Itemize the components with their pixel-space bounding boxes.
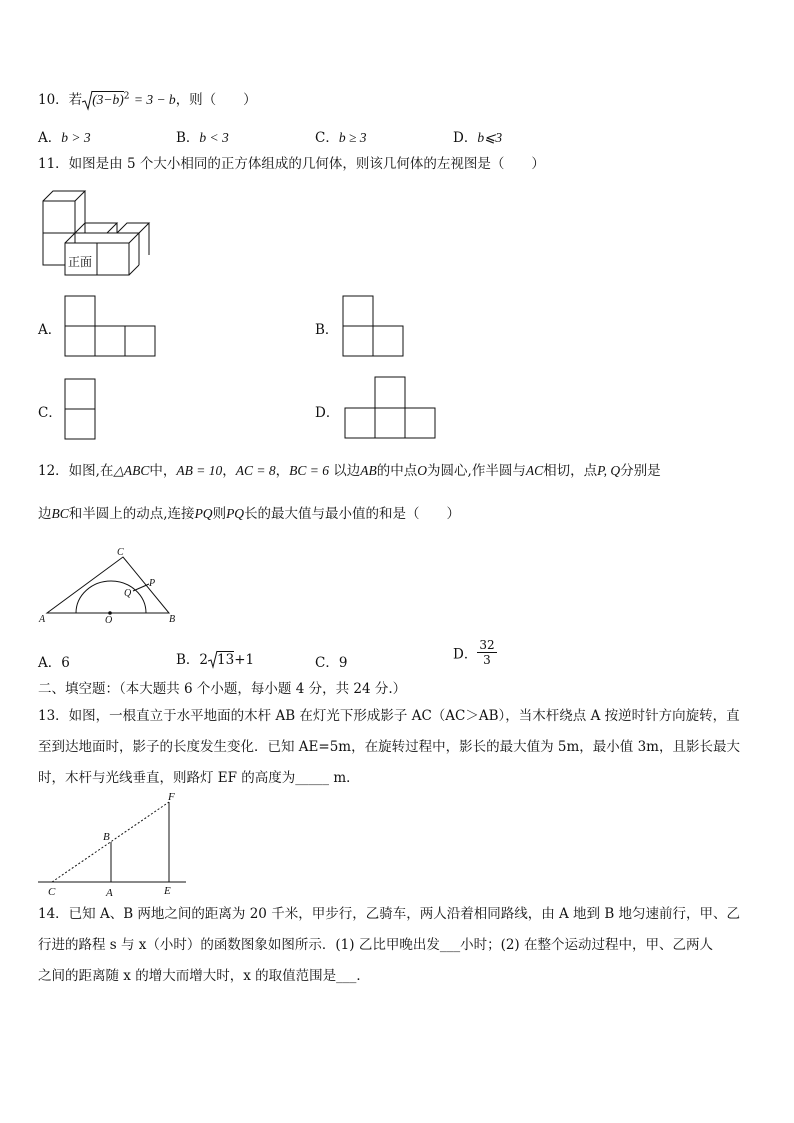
option-label: B． (176, 652, 200, 668)
fig-label-q: Q (124, 588, 132, 599)
fig-label-a: A (39, 614, 46, 625)
fraction-denominator: 3 (483, 653, 491, 667)
q11-option-a-label[interactable]: A． (38, 322, 62, 338)
q12-triangle-figure (38, 545, 183, 625)
q12-line1 (38, 464, 661, 479)
fig-label-e: E (164, 885, 171, 897)
option-label: C． (315, 130, 339, 146)
option-radicand: 13 (217, 652, 235, 668)
text-run: 长的最大值与最小值的和是（ ） (244, 506, 461, 522)
fig-label-f: F (168, 791, 175, 803)
option-value: 9 (338, 655, 348, 671)
math-run: P, Q (597, 463, 621, 478)
text-run: 为圆心,作半圆与 (427, 463, 526, 479)
option-label: A． (38, 655, 62, 671)
q11-option-d-label[interactable]: D． (315, 405, 340, 421)
option-math: b⩽3 (477, 130, 503, 145)
text-run: 边 (38, 506, 52, 522)
q10-expr-exp: 2 (123, 91, 130, 102)
option-math: b > 3 (61, 130, 91, 145)
text-run: 12．如图,在 (38, 463, 114, 479)
q13-line3: 时，木杆与光线垂直，则路灯 EF 的高度为_____ m． (38, 770, 360, 786)
q11-option-c-label[interactable]: C． (38, 405, 62, 421)
text-run: 以边 (333, 463, 361, 479)
math-run: AB (360, 463, 377, 478)
option-label: D． (453, 646, 478, 663)
math-run: PQ (226, 506, 245, 521)
math-run: AB = 10 (176, 463, 223, 478)
math-run: BC = 6 (289, 463, 329, 478)
option-coef: 2 (199, 652, 209, 668)
math-run: AC (525, 463, 544, 478)
option-tail: +1 (234, 652, 255, 668)
option-label: A． (38, 130, 62, 146)
q10-option-a[interactable] (38, 126, 91, 146)
q11-option-a-view[interactable] (64, 295, 158, 357)
math-run: △ABC (113, 463, 150, 478)
text-run: ， (222, 463, 236, 479)
math-run: BC (51, 506, 69, 521)
q11-option-b-view[interactable] (342, 295, 406, 357)
option-label: B． (176, 130, 200, 146)
text-run: ， (275, 463, 290, 479)
q10-number: 10．若 (38, 92, 83, 108)
q12-line2 (38, 507, 460, 522)
option-fraction (477, 638, 496, 667)
q10-expr-inner: (3−b) (92, 92, 124, 107)
text-run: 分别是 (620, 463, 661, 479)
fig-label-c: C (117, 547, 124, 558)
fraction-numerator: 32 (479, 638, 495, 652)
q11-option-c-view[interactable] (64, 378, 98, 440)
q12-option-c[interactable] (315, 651, 347, 671)
q10-tail: ，则（ ） (175, 92, 257, 108)
option-math: b < 3 (199, 130, 229, 145)
q14-line3: 之间的距离随 x 的增大而增大时，x 的取值范围是___． (38, 968, 370, 984)
text-run: 和半圆上的动点,连接 (68, 506, 195, 522)
fig-label-o: O (105, 615, 113, 626)
q11-option-d-view[interactable] (342, 376, 438, 440)
q10-option-b[interactable] (176, 126, 229, 146)
fig-label-b: B (169, 614, 176, 625)
math-run: O (417, 463, 428, 478)
fig-label-c: C (48, 886, 56, 898)
q14-line2: 行进的路程 s 与 x（小时）的函数图象如图所示．(1) 乙比甲晚出发___小时；(2) 在整个运动过程中，甲、乙两人 (38, 937, 713, 953)
text-run: 则 (212, 506, 227, 522)
text-run: 中， (149, 463, 177, 479)
section-heading-fill-in: 二、填空题：（本大题共 6 个小题，每小题 4 分，共 24 分.） (38, 681, 407, 697)
q13-line2: 至到达地面时，影子的长度发生变化．已知 AE=5m，在旋转过程中，影长的最大值为 5m，最小值 3m，且影长最大 (38, 739, 740, 755)
q11-front-label: 正面 (68, 255, 93, 269)
q11-stem: 11．如图是由 5 个大小相同的正方体组成的几何体，则该几何体的左视图是（ ） (38, 156, 545, 172)
q13-lamp-figure (38, 790, 188, 900)
q13-line1: 13．如图，一根直立于水平地面的木杆 AB 在灯光下形成影子 AC（AC＞AB），当木杆绕点 A 按逆时针方向旋转，直 (38, 708, 740, 724)
sqrt-sign-icon (208, 650, 217, 668)
q10-stem (38, 90, 257, 110)
option-math: b ≥ 3 (338, 130, 367, 145)
fig-label-a: A (106, 887, 113, 899)
q10-option-c[interactable] (315, 126, 367, 146)
sqrt-sign-icon (82, 90, 92, 110)
q12-option-d[interactable] (453, 638, 497, 667)
q12-option-a[interactable] (38, 651, 70, 671)
math-run: AC = 8 (235, 463, 276, 478)
option-label: D． (453, 130, 478, 146)
text-run: 的中点 (376, 463, 418, 479)
q11-option-b-label[interactable]: B． (315, 322, 339, 338)
q14-line1: 14．已知 A、B 两地之间的距离为 20 千米，甲步行，乙骑车，两人沿着相同路线，由 A 地到 B 地匀速前行，甲、乙 (38, 906, 741, 922)
q12-option-b[interactable] (176, 648, 254, 668)
fig-label-b: B (103, 831, 110, 843)
option-label: C． (315, 655, 339, 671)
math-run: PQ (194, 506, 213, 521)
fig-label-p: P (149, 578, 156, 589)
option-value: 6 (61, 655, 70, 671)
q11-solid-figure (38, 185, 148, 280)
text-run: 相切，点 (543, 463, 598, 479)
q10-option-d[interactable] (453, 126, 502, 146)
q10-expr-rhs: = 3 − b (133, 92, 176, 107)
